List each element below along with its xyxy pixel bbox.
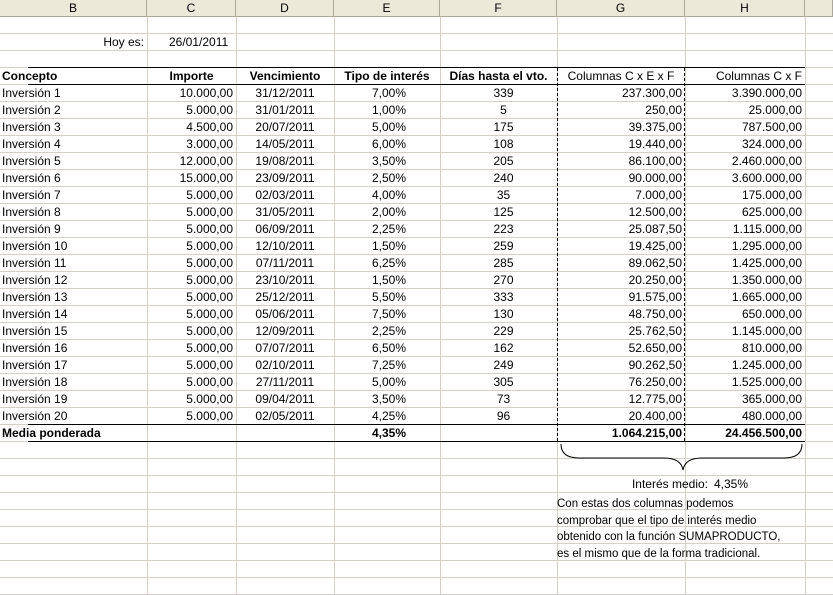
table-cell[interactable]: Inversión 10 xyxy=(2,239,68,253)
table-cell[interactable]: 250,00 xyxy=(645,103,682,117)
table-cell[interactable]: 333 xyxy=(493,290,514,304)
table-cell[interactable]: 5,50% xyxy=(371,290,406,304)
table-cell[interactable]: 06/09/2011 xyxy=(255,222,315,236)
table-header-3[interactable]: Vencimiento xyxy=(249,69,321,83)
table-cell[interactable]: 35 xyxy=(496,188,511,202)
table-cell[interactable]: Inversión 5 xyxy=(2,154,61,168)
table-cell[interactable]: 175.000,00 xyxy=(741,188,802,202)
table-cell[interactable]: Inversión 16 xyxy=(2,341,68,355)
table-cell[interactable]: 5.000,00 xyxy=(186,273,233,287)
table-cell[interactable]: 96 xyxy=(496,409,511,423)
table-cell[interactable]: 12/09/2011 xyxy=(255,324,315,338)
table-cell[interactable]: 5.000,00 xyxy=(186,256,233,270)
table-cell[interactable]: 12.000,00 xyxy=(179,154,233,168)
column-header-b[interactable]: B xyxy=(0,0,147,17)
table-cell[interactable]: 162 xyxy=(493,341,514,355)
table-cell[interactable]: 23/09/2011 xyxy=(255,171,315,185)
table-cell[interactable]: 787.500,00 xyxy=(741,120,802,134)
table-cell[interactable]: 1.245.000,00 xyxy=(731,358,802,372)
table-cell[interactable]: 02/05/2011 xyxy=(255,409,315,423)
table-cell[interactable]: 7,50% xyxy=(371,307,406,321)
table-cell[interactable]: Inversión 4 xyxy=(2,137,61,151)
table-cell[interactable]: 02/10/2011 xyxy=(255,358,315,372)
table-cell[interactable]: 25/12/2011 xyxy=(255,290,315,304)
table-cell[interactable]: 205 xyxy=(493,154,514,168)
table-cell[interactable]: 12.775,00 xyxy=(628,392,682,406)
table-cell[interactable]: 02/03/2011 xyxy=(255,188,315,202)
table-cell[interactable]: 339 xyxy=(493,86,514,100)
table-cell[interactable]: 480.000,00 xyxy=(741,409,802,423)
table-cell[interactable]: 2,25% xyxy=(371,222,406,236)
table-cell[interactable]: 12/10/2011 xyxy=(255,239,315,253)
table-cell[interactable]: 270 xyxy=(493,273,514,287)
table-cell[interactable]: 25.087,50 xyxy=(628,222,682,236)
table-cell[interactable]: 324.000,00 xyxy=(741,137,802,151)
table-cell[interactable]: 5,00% xyxy=(371,120,406,134)
table-cell[interactable]: 305 xyxy=(493,375,514,389)
total-label[interactable]: Media ponderada xyxy=(2,426,101,440)
table-cell[interactable]: Inversión 6 xyxy=(2,171,61,185)
table-cell[interactable]: 52.650,00 xyxy=(628,341,682,355)
table-cell[interactable]: 5.000,00 xyxy=(186,409,233,423)
table-cell[interactable]: 7,25% xyxy=(371,358,406,372)
table-header-4[interactable]: Tipo de interés xyxy=(344,69,430,83)
table-cell[interactable]: 1.425.000,00 xyxy=(731,256,802,270)
table-cell[interactable]: 90.000,00 xyxy=(628,171,682,185)
total-h[interactable]: 24.456.500,00 xyxy=(725,426,802,440)
table-cell[interactable]: 3.000,00 xyxy=(186,137,233,151)
table-cell[interactable]: 39.375,00 xyxy=(628,120,682,134)
table-cell[interactable]: 4,25% xyxy=(371,409,406,423)
table-cell[interactable]: Inversión 19 xyxy=(2,392,68,406)
table-cell[interactable]: 237.300,00 xyxy=(621,86,682,100)
table-cell[interactable]: 223 xyxy=(493,222,514,236)
table-cell[interactable]: 73 xyxy=(496,392,511,406)
table-cell[interactable]: 1,50% xyxy=(371,239,406,253)
table-cell[interactable]: 31/01/2011 xyxy=(255,103,315,117)
table-cell[interactable]: 2,25% xyxy=(371,324,406,338)
table-cell[interactable]: 14/05/2011 xyxy=(255,137,315,151)
table-cell[interactable]: 3.600.000,00 xyxy=(731,171,802,185)
table-cell[interactable]: 1.350.000,00 xyxy=(731,273,802,287)
table-cell[interactable]: 31/05/2011 xyxy=(255,205,315,219)
table-cell[interactable]: 19/08/2011 xyxy=(255,154,315,168)
table-cell[interactable]: 5 xyxy=(500,103,507,117)
table-cell[interactable]: 20.400,00 xyxy=(628,409,682,423)
table-cell[interactable]: Inversión 12 xyxy=(2,273,68,287)
table-cell[interactable]: 90.262,50 xyxy=(628,358,682,372)
table-cell[interactable]: 25.000,00 xyxy=(748,103,802,117)
table-cell[interactable]: 2,50% xyxy=(371,171,406,185)
table-header-7[interactable]: Columnas C x F xyxy=(715,69,802,83)
table-cell[interactable]: Inversión 9 xyxy=(2,222,61,236)
table-cell[interactable]: 5.000,00 xyxy=(186,324,233,338)
table-cell[interactable]: 1,00% xyxy=(371,103,406,117)
table-cell[interactable]: 3,50% xyxy=(371,154,406,168)
total-g[interactable]: 1.064.215,00 xyxy=(611,426,682,440)
table-cell[interactable]: Inversión 7 xyxy=(2,188,61,202)
table-cell[interactable]: 20.250,00 xyxy=(628,273,682,287)
table-cell[interactable]: Inversión 2 xyxy=(2,103,61,117)
table-cell[interactable]: 1.145.000,00 xyxy=(731,324,802,338)
table-cell[interactable]: 20/07/2011 xyxy=(255,120,315,134)
table-cell[interactable]: 12.500,00 xyxy=(628,205,682,219)
table-header-6[interactable]: Columnas C x E x F xyxy=(567,69,675,83)
table-cell[interactable]: 91.575,00 xyxy=(628,290,682,304)
header-top-border xyxy=(28,67,805,68)
table-cell[interactable]: 5.000,00 xyxy=(186,392,233,406)
table-cell[interactable]: 7,00% xyxy=(371,86,406,100)
table-cell[interactable]: 1.525.000,00 xyxy=(731,375,802,389)
brace-path xyxy=(561,444,802,470)
table-cell[interactable]: Inversión 11 xyxy=(2,256,67,270)
table-cell[interactable]: 5.000,00 xyxy=(186,307,233,321)
table-cell[interactable]: 1.665.000,00 xyxy=(731,290,802,304)
column-header-g[interactable]: G xyxy=(557,0,685,17)
table-cell[interactable]: 07/07/2011 xyxy=(255,341,315,355)
table-cell[interactable]: 5.000,00 xyxy=(186,358,233,372)
table-cell[interactable]: 27/11/2011 xyxy=(255,375,315,389)
table-cell[interactable]: 48.750,00 xyxy=(628,307,682,321)
table-cell[interactable]: 5,00% xyxy=(371,375,406,389)
table-cell[interactable]: 2,00% xyxy=(371,205,406,219)
table-cell[interactable]: Inversión 8 xyxy=(2,205,61,219)
table-header-5[interactable]: Días hasta el vto. xyxy=(449,69,548,83)
table-cell[interactable]: 249 xyxy=(493,358,514,372)
table-cell[interactable]: 285 xyxy=(493,256,514,270)
column-header-e[interactable]: E xyxy=(334,0,440,17)
column-header-f[interactable]: F xyxy=(440,0,557,17)
total-tipo[interactable]: 4,35% xyxy=(371,426,406,440)
curly-brace xyxy=(559,442,809,472)
table-cell[interactable]: 31/12/2011 xyxy=(255,86,315,100)
table-cell[interactable]: 6,00% xyxy=(371,137,406,151)
table-cell[interactable]: Inversión 3 xyxy=(2,120,61,134)
grid-hline xyxy=(0,577,833,578)
table-cell[interactable]: 6,50% xyxy=(371,341,406,355)
table-cell[interactable]: 7.000,00 xyxy=(635,188,682,202)
table-cell[interactable]: 175 xyxy=(493,120,514,134)
table-cell[interactable]: 3,50% xyxy=(371,392,406,406)
table-cell[interactable]: 1.295.000,00 xyxy=(731,239,802,253)
column-header-c[interactable]: C xyxy=(147,0,236,17)
column-header-d[interactable]: D xyxy=(236,0,334,17)
table-cell[interactable]: 108 xyxy=(493,137,514,151)
table-cell[interactable]: 5.000,00 xyxy=(186,188,233,202)
table-cell[interactable]: 259 xyxy=(493,239,514,253)
table-cell[interactable]: 5.000,00 xyxy=(186,205,233,219)
column-header-blank[interactable] xyxy=(805,0,833,17)
total-top-border xyxy=(28,424,805,425)
table-cell[interactable]: 1,50% xyxy=(371,273,406,287)
explanation-note: Con estas dos columnas podemos comprobar que el tipo de interés medio obtenido con la función SUMAPRODUCTO, es el mismo que de la forma tradicional. xyxy=(557,498,781,560)
table-cell[interactable]: Inversión 13 xyxy=(2,290,68,304)
table-cell[interactable]: 09/04/2011 xyxy=(255,392,315,406)
table-header-2[interactable]: Importe xyxy=(169,69,214,83)
table-cell[interactable]: 5.000,00 xyxy=(186,341,233,355)
table-cell[interactable]: 3.390.000,00 xyxy=(731,86,802,100)
table-cell[interactable]: 10.000,00 xyxy=(179,86,233,100)
table-cell[interactable]: 23/10/2011 xyxy=(255,273,315,287)
table-cell[interactable]: 86.100,00 xyxy=(628,154,682,168)
table-cell[interactable]: 130 xyxy=(493,307,514,321)
table-cell[interactable]: 07/11/2011 xyxy=(255,256,315,270)
table-cell[interactable]: 5.000,00 xyxy=(186,290,233,304)
table-cell[interactable]: Inversión 15 xyxy=(2,324,68,338)
table-cell[interactable]: 240 xyxy=(493,171,514,185)
table-cell[interactable]: 5.000,00 xyxy=(186,375,233,389)
table-cell[interactable]: 125 xyxy=(493,205,514,219)
table-cell[interactable]: 4,00% xyxy=(371,188,406,202)
table-header-1[interactable]: Concepto xyxy=(2,69,58,83)
table-cell[interactable]: 365.000,00 xyxy=(741,392,802,406)
table-cell[interactable]: Inversión 18 xyxy=(2,375,68,389)
table-cell[interactable]: 4.500,00 xyxy=(186,120,233,134)
dashed-separator-left xyxy=(557,68,558,441)
table-cell[interactable]: 2.460.000,00 xyxy=(731,154,802,168)
hoy-value[interactable]: 26/01/2011 xyxy=(169,35,229,49)
table-cell[interactable]: 19.440,00 xyxy=(628,137,682,151)
table-cell[interactable]: 5.000,00 xyxy=(186,103,233,117)
table-cell[interactable]: 15.000,00 xyxy=(179,171,233,185)
header-bottom-border xyxy=(28,84,805,85)
table-cell[interactable]: Inversión 20 xyxy=(2,409,68,423)
table-cell[interactable]: Inversión 1 xyxy=(2,86,61,100)
table-cell[interactable]: 5.000,00 xyxy=(186,239,233,253)
table-cell[interactable]: 6,25% xyxy=(371,256,406,270)
table-cell[interactable]: 19.425,00 xyxy=(628,239,682,253)
hoy-label[interactable]: Hoy es: xyxy=(103,35,144,49)
table-cell[interactable]: 25.762,50 xyxy=(628,324,682,338)
dashed-separator-right xyxy=(684,68,685,441)
table-cell[interactable]: 650.000,00 xyxy=(741,307,802,321)
table-cell[interactable]: 5.000,00 xyxy=(186,222,233,236)
table-cell[interactable]: 229 xyxy=(493,324,514,338)
table-cell[interactable]: Inversión 14 xyxy=(2,307,68,321)
column-header-h[interactable]: H xyxy=(685,0,805,17)
table-cell[interactable]: 810.000,00 xyxy=(741,341,802,355)
table-cell[interactable]: 89.062,50 xyxy=(628,256,682,270)
table-cell[interactable]: 1.115.000,00 xyxy=(732,222,802,236)
interes-medio-label[interactable]: Interés medio: xyxy=(631,477,708,491)
table-cell[interactable]: 76.250,00 xyxy=(628,375,682,389)
table-cell[interactable]: Inversión 17 xyxy=(2,358,68,372)
table-cell[interactable]: 05/06/2011 xyxy=(255,307,315,321)
interes-medio-value[interactable]: 4,35% xyxy=(714,477,749,491)
table-cell[interactable]: 625.000,00 xyxy=(741,205,802,219)
